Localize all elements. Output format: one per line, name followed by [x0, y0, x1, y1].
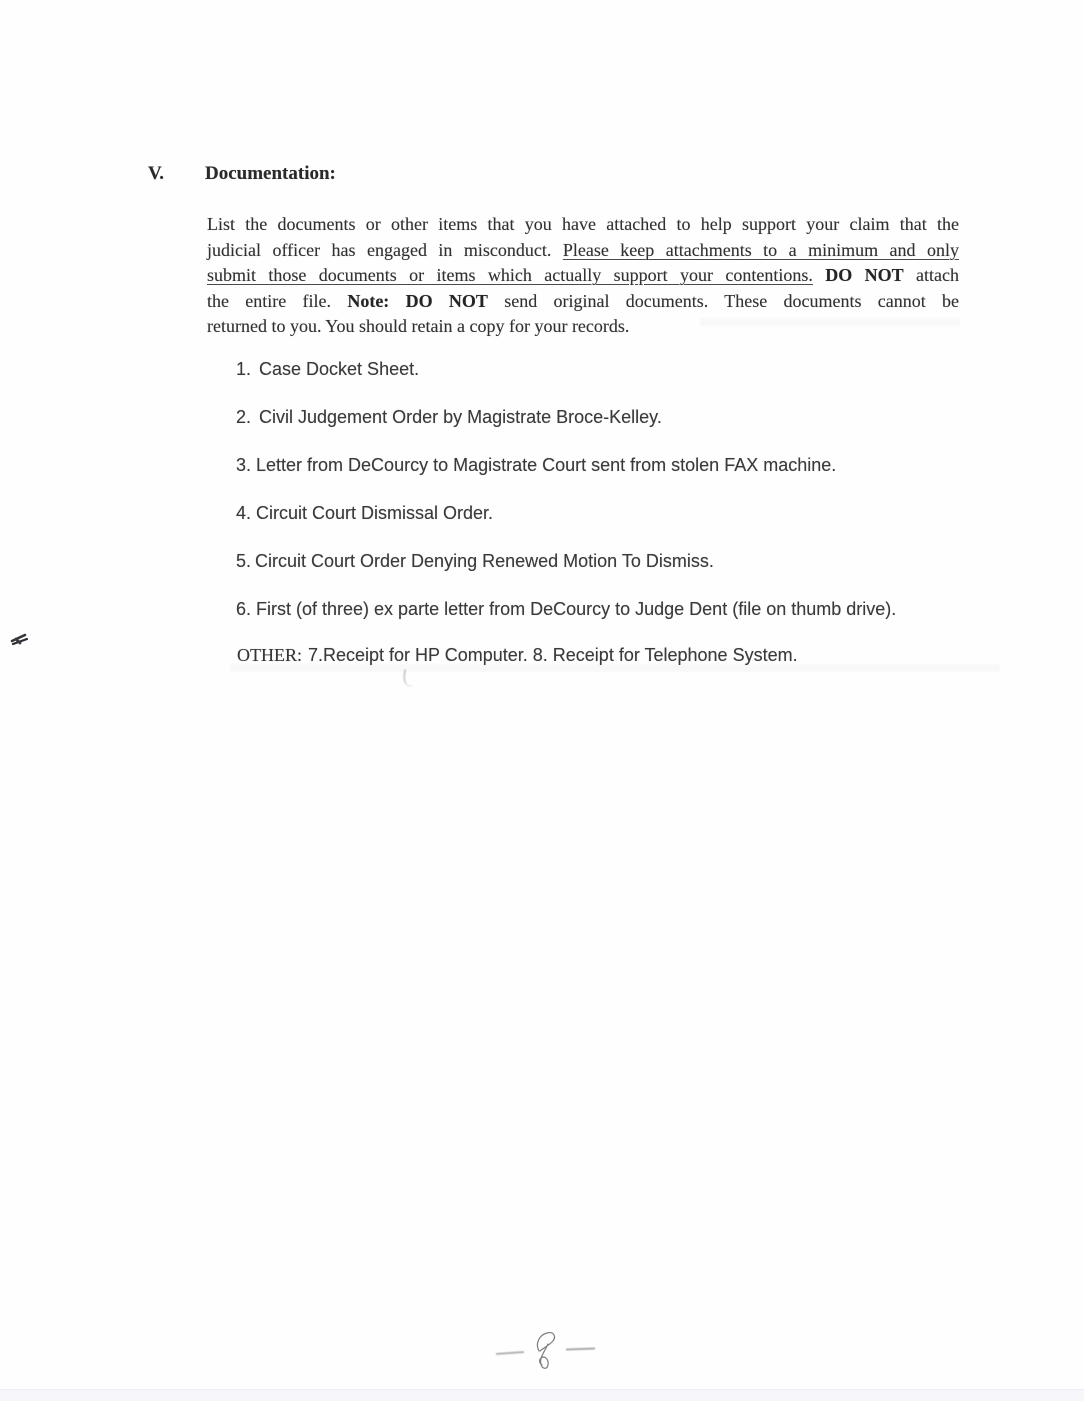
- page-number-dash-right: [566, 1347, 595, 1350]
- attachment-item-1: [236, 359, 1036, 380]
- other-text: 7.Receipt for HP Computer. 8. Receipt for Telephone System.: [308, 645, 798, 665]
- item-number: 3.: [236, 455, 252, 475]
- section-title: Documentation:: [205, 163, 336, 184]
- item-number: 4.: [236, 503, 252, 523]
- page-number-dash-left: [496, 1351, 524, 1355]
- item-text: Letter from DeCourcy to Magistrate Court sent from stolen FAX machine.: [256, 455, 837, 475]
- item-number: 5.: [236, 551, 252, 571]
- attachment-item-2: [236, 407, 1036, 428]
- other-label: OTHER:: [237, 645, 302, 665]
- page-number-value: [490, 1328, 491, 1329]
- item-text: Circuit Court Dismissal Order.: [256, 503, 494, 523]
- item-text: First (of three) ex parte letter from DeCourcy to Judge Dent (file on thumb drive).: [256, 599, 897, 619]
- intro-line-1: List the documents or other items that you have attached to help support your claim that the: [207, 214, 959, 234]
- other-attachments-line: [237, 645, 1037, 666]
- handwritten-eight-glyph: [530, 1330, 562, 1374]
- scan-noise-band: [230, 664, 1000, 672]
- section-heading: [148, 163, 908, 185]
- item-number: 1.: [236, 359, 252, 379]
- intro-line-4: the entire file. Note: DO NOT send original documents. These documents cannot be: [207, 290, 960, 311]
- handwritten-page-number: [490, 1328, 610, 1376]
- item-text: Circuit Court Order Denying Renewed Motion To Dismiss.: [255, 551, 714, 571]
- attachment-item-6: [236, 599, 1036, 620]
- ink-smudge-mark: [8, 628, 34, 655]
- section-number: V.: [148, 163, 165, 184]
- item-text: Civil Judgement Order by Magistrate Broce-Kelley.: [259, 407, 662, 427]
- intro-line-3: submit those documents or items which actually support your contentions. DO NOT attach: [207, 265, 960, 285]
- attachment-item-5: [236, 551, 1036, 572]
- attachment-item-4: [236, 503, 1036, 524]
- item-text: Case Docket Sheet.: [259, 359, 420, 379]
- scan-footer-strip: [0, 1389, 1084, 1401]
- scan-noise-band: [700, 318, 960, 326]
- attachment-item-3: [236, 455, 1036, 476]
- item-number: 6.: [236, 599, 252, 619]
- intro-line-5: returned to you. You should retain a copy for your records.: [207, 316, 630, 336]
- item-number: 2.: [236, 407, 252, 427]
- intro-line-2: judicial officer has engaged in misconduct. Please keep attachments to a minimum and only: [207, 239, 960, 260]
